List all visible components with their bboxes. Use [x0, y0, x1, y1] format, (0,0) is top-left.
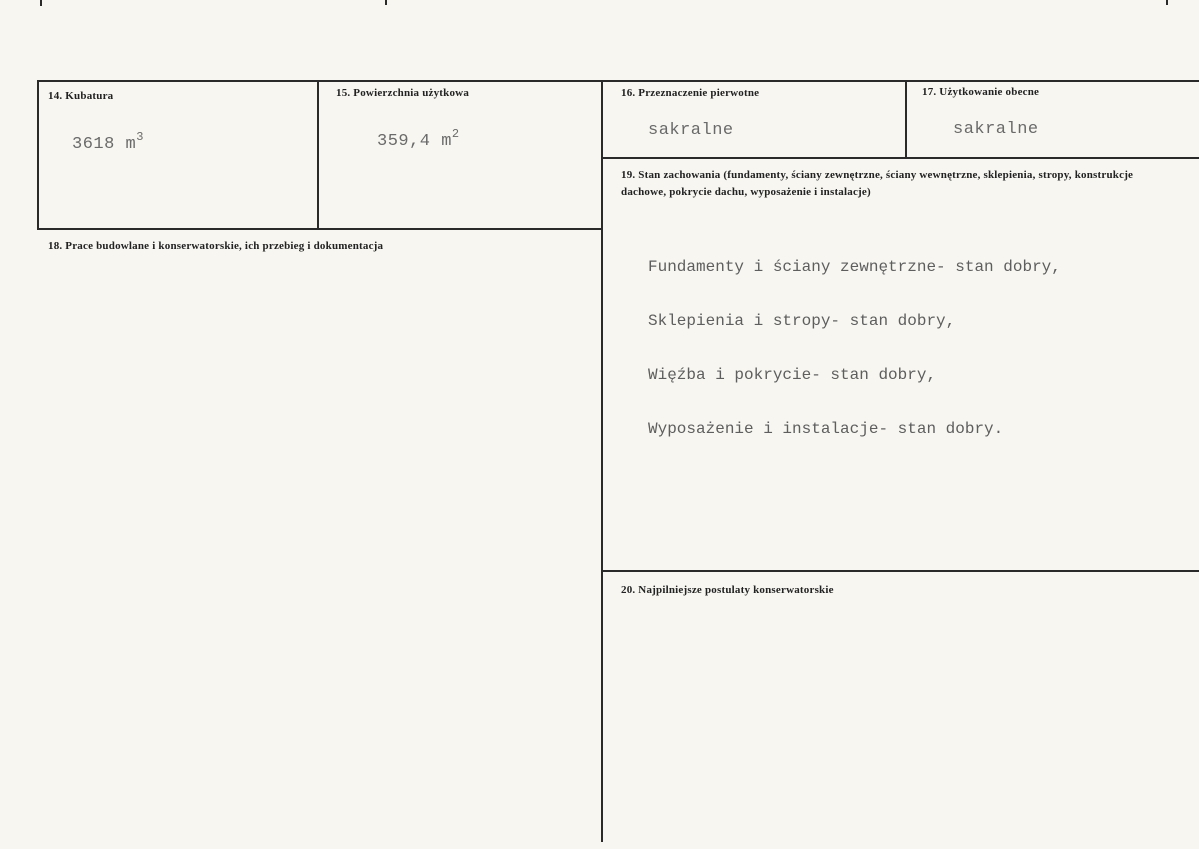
field-17-value: sakralne	[953, 120, 1039, 139]
rule-row1-right	[602, 157, 1199, 159]
rule-col-16-17	[905, 80, 907, 159]
rule-row2-left	[37, 228, 603, 230]
field-20-label: 20. Najpilniejsze postulaty konserwatorskie	[621, 584, 834, 596]
field-19-line: Wyposażenie i instalacje- stan dobry.	[648, 420, 1004, 438]
field-17-label: 17. Użytkowanie obecne	[922, 86, 1040, 98]
field-16-value: sakralne	[648, 121, 734, 140]
field-19-line: Fundamenty i ściany zewnętrzne- stan dobry,	[648, 258, 1061, 276]
rule-row3-right	[602, 570, 1199, 572]
rule-col-center	[601, 80, 603, 842]
field-18-label: 18. Prace budowlane i konserwatorskie, ich przebieg i dokumentacja	[48, 240, 384, 252]
top-tick-right	[1166, 0, 1168, 5]
top-tick-center	[385, 0, 387, 5]
rule-col-14-15	[317, 80, 319, 230]
field-14-value: 3618 $m^3$	[72, 130, 144, 154]
field-19-line: Więźba i pokrycie- stan dobry,	[648, 366, 937, 384]
rule-left-edge	[37, 80, 39, 230]
field-16-label: 16. Przeznaczenie pierwotne	[621, 87, 760, 99]
field-19-line: Sklepienia i stropy- stan dobry,	[648, 312, 956, 330]
field-19-label: 19. Stan zachowania (fundamenty, ściany zewnętrzne, ściany wewnętrzne, sklepienia, stropy, konstrukcje dachowe, pokrycie dachu, wyposażenie i instalacje)	[621, 169, 1134, 198]
rule-top	[37, 80, 1199, 82]
field-19-text	[648, 222, 1061, 474]
field-15-label: 15. Powierzchnia użytkowa	[336, 87, 470, 99]
top-tick-left	[40, 0, 42, 6]
field-15-value: 359,4 $m^2$	[377, 127, 460, 151]
field-14-label: 14. Kubatura	[48, 90, 114, 102]
